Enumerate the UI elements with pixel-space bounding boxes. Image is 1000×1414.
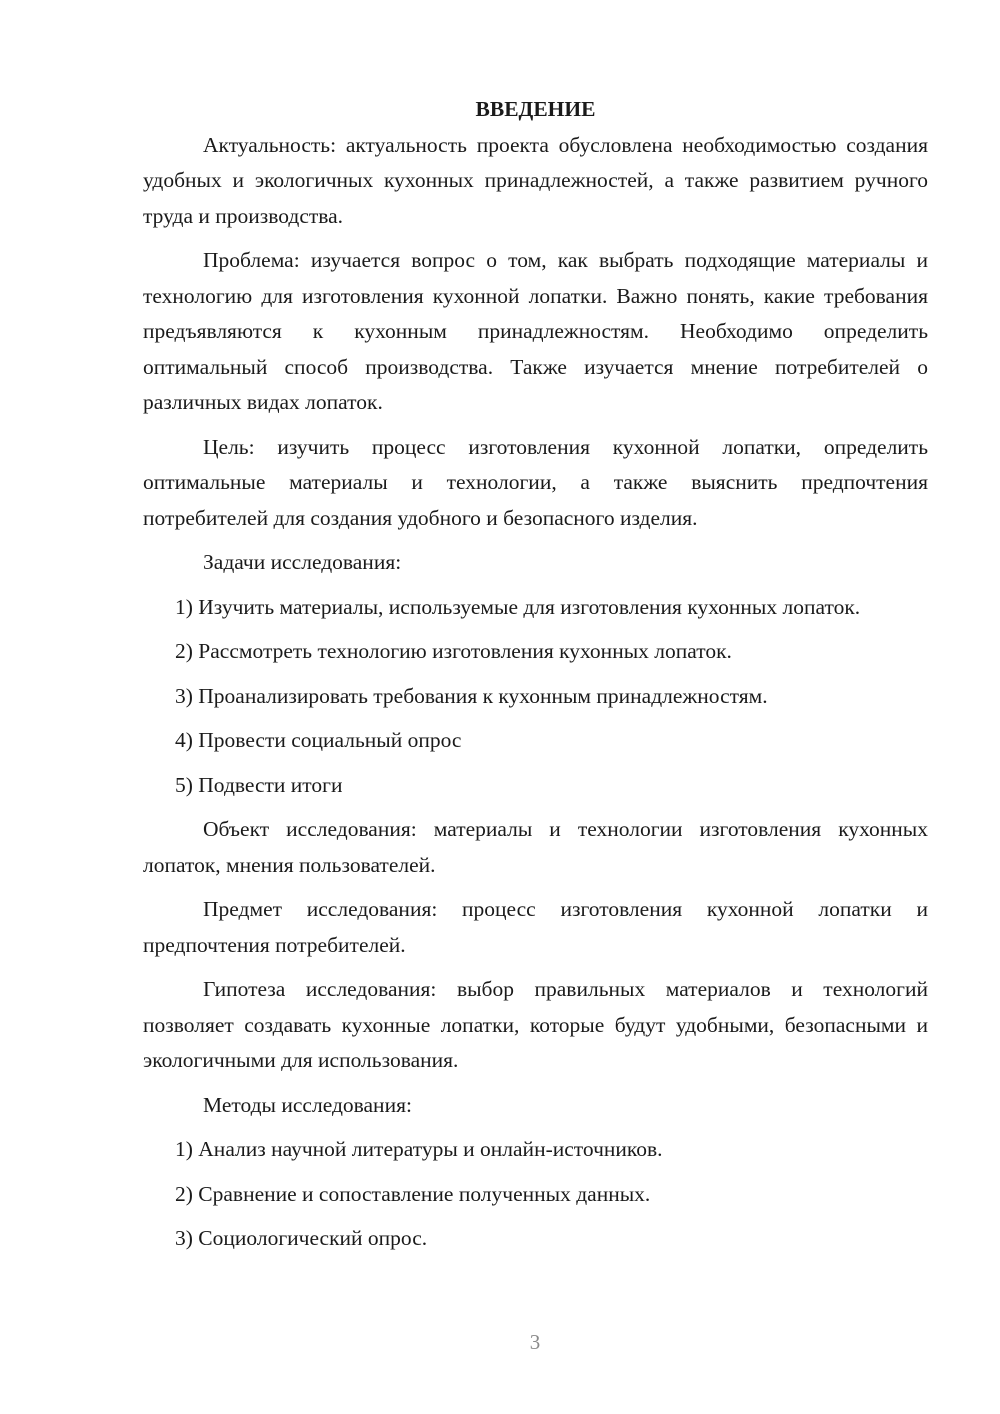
task-item-1: 1) Изучить материалы, используемые для изготовления кухонных лопаток.: [175, 594, 861, 619]
method-item-1: 1) Анализ научной литературы и онлайн-источников.: [175, 1137, 663, 1161]
task-item-5: 5) Подвести итоги: [175, 772, 343, 797]
problem-paragraph: Проблема: изучается вопрос о том, как выбрать подходящие материалы и технологию для изготовления кухонной лопатки. Важно понять, какие требования предъявляются к кухонным принадлежностям. Необходимо определить оптимальный способ производства. Также изучается мнение потребителей о различных видах лопаток.: [143, 248, 928, 414]
document-page: [143, 92, 928, 1257]
methods-heading: Методы исследования:: [203, 1092, 412, 1117]
document-title: ВВЕДЕНИЕ: [475, 97, 596, 121]
page-number: 3: [529, 1330, 541, 1354]
tasks-heading: Задачи исследования:: [203, 550, 402, 574]
relevance-paragraph: Актуальность: актуальность проекта обусловлена необходимостью создания удобных и экологичных кухонных принадлежностей, а также развитием ручного труда и производства.: [143, 132, 928, 228]
goal-paragraph: Цель: изучить процесс изготовления кухонной лопатки, определить оптимальные материалы и технологии, а также выяснить предпочтения потребителей для создания удобного и безопасного изделия.: [143, 434, 928, 530]
task-item-4: 4) Провести социальный опрос: [175, 728, 462, 752]
method-item-3: 3) Социологический опрос.: [175, 1226, 428, 1250]
subject-paragraph: Предмет исследования: процесс изготовления кухонной лопатки и предпочтения потребителей.: [143, 897, 928, 957]
hypothesis-paragraph: Гипотеза исследования: выбор правильных материалов и технологий позволяет создавать кухонные лопатки, которые будут удобными, безопасными и экологичными для использования.: [143, 977, 928, 1072]
task-item-2: 2) Рассмотреть технологию изготовления кухонных лопаток.: [175, 639, 732, 663]
object-paragraph: Объект исследования: материалы и технологии изготовления кухонных лопаток, мнения пользователей.: [143, 817, 928, 877]
task-item-3: 3) Проанализировать требования к кухонным принадлежностям.: [175, 683, 768, 708]
method-item-2: 2) Сравнение и сопоставление полученных данных.: [175, 1181, 651, 1206]
